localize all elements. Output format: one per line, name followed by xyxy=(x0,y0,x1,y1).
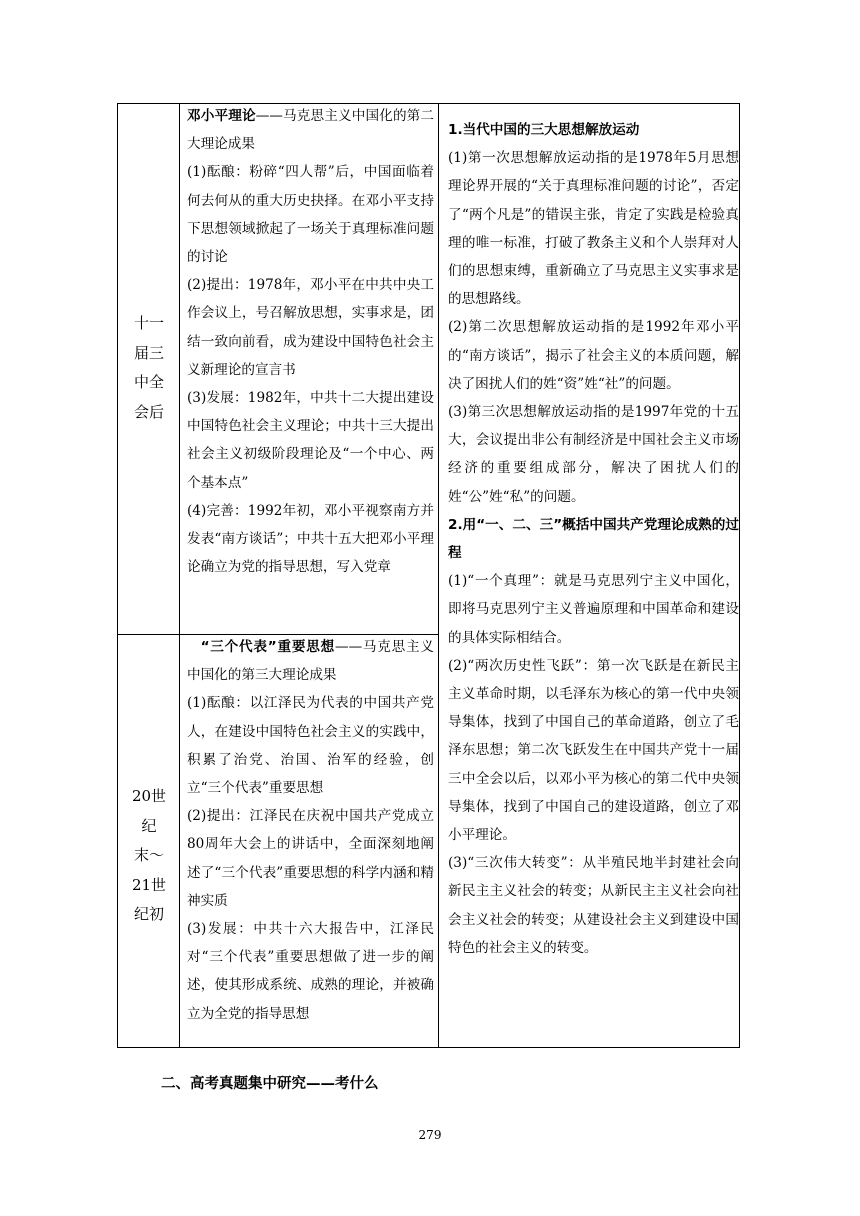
era-cell-2 xyxy=(118,782,180,930)
page-number: 279 xyxy=(418,1128,442,1142)
notes-heading-1: 1.当代中国的三大思想解放运动 xyxy=(448,122,640,138)
theory-heading xyxy=(187,102,434,158)
era-line: 纪初 xyxy=(133,905,164,923)
theory-item: (4)完善：1992年初，邓小平视察南方并发表“南方谈话”；中共十五大把邓小平理论确立为党的指导思想，写入党章 xyxy=(187,502,434,576)
theory-item: (2)提出：1978年，邓小平在中共中央工作会议上，号召解放思想，实事求是，团结一致向前看，成为建设中国特色社会主义新理论的宣言书 xyxy=(187,277,434,378)
era-line: 中全 xyxy=(133,373,164,391)
notes-heading-2: 2.用“一、二、三”概括中国共产党理论成熟的过程 xyxy=(448,516,739,562)
theory-item: (3)发展：1982年，中共十二大提出建设中国特色社会主义理论；中共十三大提出社会主义初级阶段理论及“一个中心、两个基本点” xyxy=(187,390,434,491)
theory-item: (2)提出：江泽民在庆祝中国共产党成立80周年大会上的讲话中，全面深刻地阐述了“三个代表”重要思想的科学内涵和精神实质 xyxy=(187,808,434,909)
theory-item: (1)酝酿：以江泽民为代表的中国共产党人，在建设中国特色社会主义的实践中，积累了治党、治国、治军的经验，创立“三个代表”重要思想 xyxy=(187,695,434,797)
era-line: 十一 xyxy=(133,314,164,332)
notes-paragraph: (2)“两次历史性飞跃”：第一次飞跃是在新民主主义革命时期，以毛泽东为核心的第一代中央领导集体，找到了中国自己的革命道路，创立了毛泽东思想；第二次飞跃发生在中国共产党十一届三中全会以后，以邓小平为核心的第二代中央领导集体，找到了中国自己的建设道路，创立了邓小平理论。 xyxy=(448,657,739,844)
notes-paragraph: (3)第三次思想解放运动指的是1997年党的十五大，会议提出非公有制经济是中国社会主义市场经济的重要组成部分，解决了困扰人们的姓“公”姓“私”的问题。 xyxy=(448,404,739,505)
notes-paragraph: (2)第二次思想解放运动指的是1992年邓小平的“南方谈话”，揭示了社会主义的本质问题，解决了困扰人们的姓“资”姓“社”的问题。 xyxy=(448,319,739,392)
theory-subtitle: ——马克思主义中国化的第二大理论成果 xyxy=(187,108,435,153)
era-line: 21世 xyxy=(131,875,167,894)
era-line: 纪 xyxy=(141,816,157,835)
notes-paragraph: (1)第一次思想解放运动指的是1978年5月思想理论界开展的“关于真理标准问题的讨论”，否定了“两个凡是”的错误主张，肯定了实践是检验真理的唯一标准，打破了教条主义和个人崇拜对人们的思想束缚，重新确立了马克思主义实事求是的思想路线。 xyxy=(448,150,739,308)
era-line: 20世 xyxy=(131,787,167,805)
table-divider-2 xyxy=(438,104,439,1047)
theory-cell-deng xyxy=(187,102,434,581)
notes-paragraph: (1)“一个真理”：就是马克思列宁主义中国化，即将马克思列宁主义普遍原理和中国革命和建设的具体实际相结合。 xyxy=(448,573,739,646)
era-cell-1 xyxy=(118,309,180,427)
theory-item: (1)酝酿：粉碎“四人帮”后，中国面临着何去何从的重大历史抉择。在邓小平支持下思想领域掀起了一场关于真理标准问题的讨论 xyxy=(187,164,434,266)
theory-subtitle: ——马克思主义中国化的第三大理论成果 xyxy=(187,639,434,684)
theory-heading xyxy=(187,633,434,689)
summary-table xyxy=(117,103,740,1048)
theory-cell-three-represents xyxy=(187,633,434,1028)
notes-paragraph: (3)“三次伟大转变”：从半殖民地半封建社会向新民主主义社会的转变；从新民主主义社会向社会主义社会的转变；从建设社会主义到建设中国特色的社会主义的转变。 xyxy=(448,855,739,956)
notes-cell xyxy=(448,116,739,962)
theory-title: 邓小平理论 xyxy=(187,108,256,124)
section-title: 二、高考真题集中研究——考什么 xyxy=(161,1076,379,1092)
era-line: 末～ xyxy=(133,846,164,864)
theory-title: “三个代表”重要思想 xyxy=(200,639,335,655)
era-line: 会后 xyxy=(133,402,164,421)
theory-item: (3)发展：中共十六大报告中，江泽民对“三个代表”重要思想做了进一步的阐述，使其形成系统、成熟的理论，并被确立为全党的指导思想 xyxy=(187,921,434,1022)
era-line: 届三 xyxy=(133,343,164,362)
